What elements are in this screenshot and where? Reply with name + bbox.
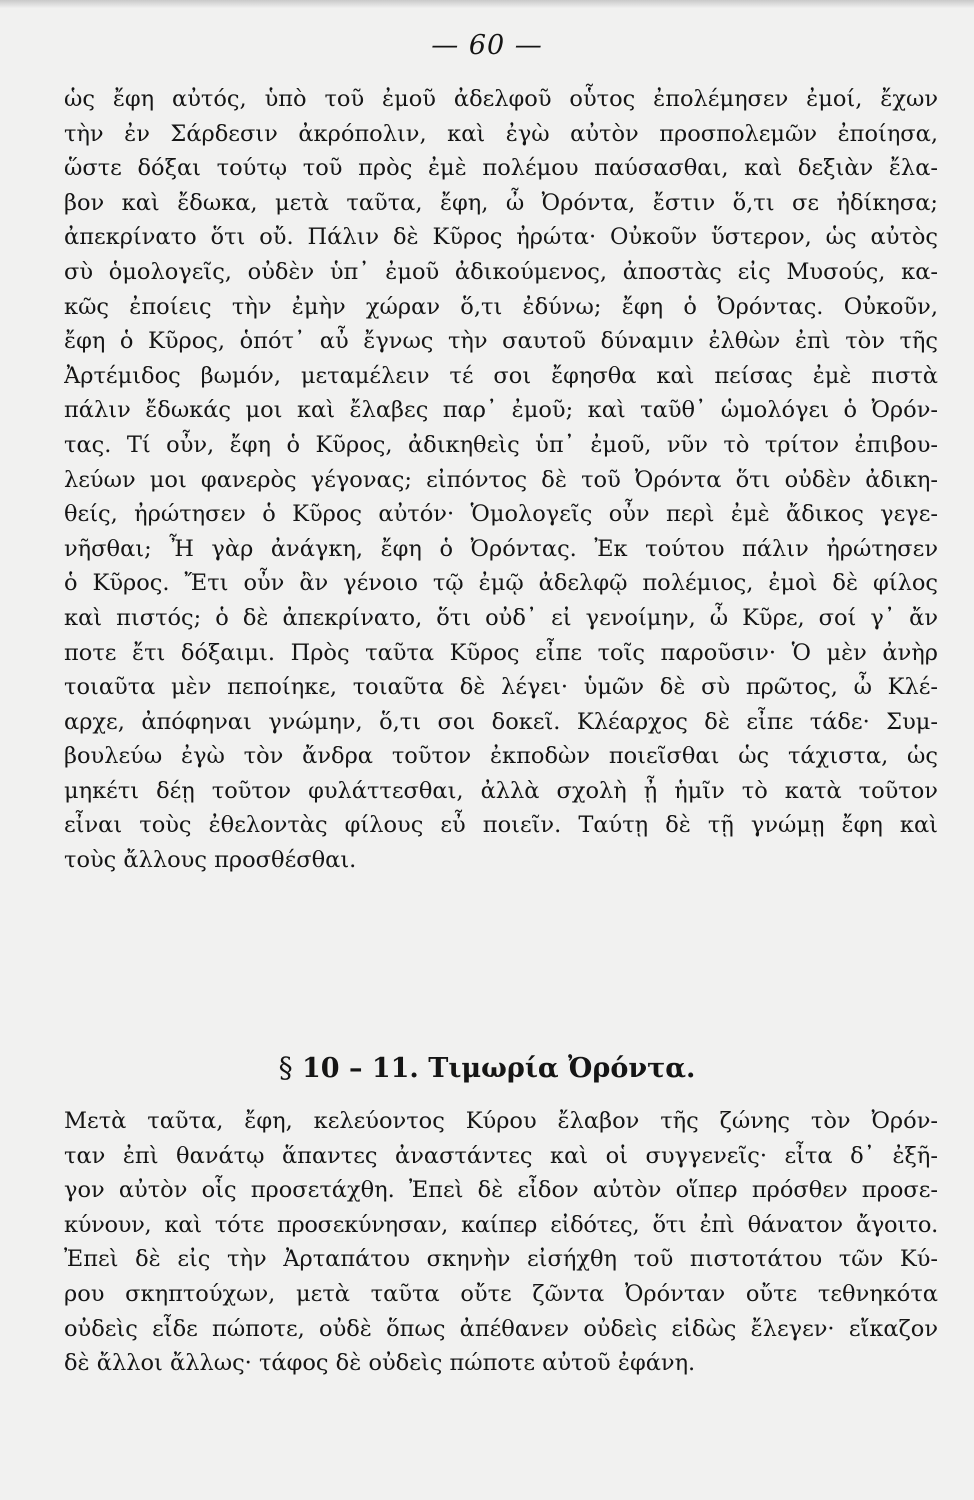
text-line: κῶς ἐποίεις τὴν ἐμὴν χώραν ὅ,τι ἐδύνω; ἔφη ὁ Ὀρόντας. Οὐκοῦν, — [64, 293, 938, 320]
text-line: τοιαῦτα μὲν πεποίηκε, τοιαῦτα δὲ λέγει· ὑμῶν δὲ σὺ πρῶτος, ὦ Κλέ- — [64, 674, 938, 701]
text-line: ταν ἐπὶ θανάτῳ ἅπαντες ἀναστάντες καὶ οἱ συγγενεῖς· εἶτα δ᾽ ἐξῆ- — [64, 1142, 938, 1169]
text-line: Ἐπεὶ δὲ εἰς τὴν Ἀρταπάτου σκηνὴν εἰσήχθη τοῦ πιστοτάτου τῶν Κύ- — [64, 1246, 938, 1273]
text-line: γον αὐτὸν οἷς προσετάχθη. Ἐπεὶ δὲ εἶδον αὐτὸν οἵπερ πρόσθεν προσε- — [64, 1177, 938, 1204]
text-line: κύνουν, καὶ τότε προσεκύνησαν, καίπερ εἰδότες, ὅτι ἐπὶ θάνατον ἄγοιτο. — [64, 1211, 938, 1238]
text-line: οὐδεὶς εἶδε πώποτε, οὐδὲ ὅπως ἀπέθανεν οὐδεὶς εἰδὼς ἔλεγεν· εἴκαζον — [64, 1315, 938, 1342]
text-line: βουλεύω ἐγὼ τὸν ἄνδρα τοῦτον ἐκποδὼν ποιεῖσθαι ὡς τάχιστα, ὡς — [64, 743, 938, 770]
text-line: βον καὶ ἔδωκα, μετὰ ταῦτα, ἔφη, ὦ Ὀρόντα, ἔστιν ὅ,τι σε ἠδίκησα; — [64, 189, 938, 216]
section-title: 10 – 11. Τιμωρία Ὀρόντα. — [301, 1053, 696, 1084]
text-line: ὥστε δόξαι τούτῳ τοῦ πρὸς ἐμὲ πολέμου παύσασθαι, καὶ δεξιὰν ἔλα- — [64, 155, 938, 182]
text-line: τας. Τί οὖν, ἔφη ὁ Κῦρος, ἀδικηθεὶς ὑπ᾽ ἐμοῦ, νῦν τὸ τρίτον ἐπιβου- — [64, 431, 938, 458]
text-line: Μετὰ ταῦτα, ἔφη, κελεύοντος Κύρου ἔλαβον τῆς ζώνης τὸν Ὀρόν- — [64, 1108, 938, 1134]
text-line: εἶναι τοὺς ἐθελοντὰς φίλους εὖ ποιεῖν. Ταύτῃ δὲ τῇ γνώμῃ ἔφη καὶ — [64, 812, 938, 839]
text-line: πάλιν ἔδωκάς μοι καὶ ἔλαβες παρ᾽ ἐμοῦ; καὶ ταῦθ᾽ ὡμολόγει ὁ Ὀρόν- — [64, 397, 938, 424]
text-line: τοὺς ἄλλους προσθέσθαι. — [64, 847, 357, 874]
text-line: ἀπεκρίνατο ὅτι οὔ. Πάλιν δὲ Κῦρος ἠρώτα· Οὐκοῦν ὕστερον, ὡς αὐτὸς — [64, 224, 938, 251]
page-top-edge — [0, 0, 974, 8]
section-heading — [0, 1050, 974, 1087]
section-mark: § — [278, 1051, 293, 1084]
text-line: ρου σκηπτούχων, μετὰ ταῦτα οὔτε ζῶντα Ὀρόνταν οὔτε τεθνηκότα — [64, 1280, 938, 1307]
text-line: δὲ ἄλλοι ἄλλως· τάφος δὲ οὐδεὶς πώποτε αὐτοῦ ἐφάνη. — [64, 1350, 696, 1377]
page-number: — 60 — — [431, 30, 543, 61]
text-line: αρχε, ἀπόφηναι γνώμην, ὅ,τι σοι δοκεῖ. Κλέαρχος δὲ εἶπε τάδε· Συμ- — [64, 708, 938, 735]
text-line: ἔφη ὁ Κῦρος, ὁπότ᾽ αὖ ἔγνως τὴν σαυτοῦ δύναμιν ἐλθὼν ἐπὶ τὸν τῆς — [64, 328, 938, 355]
text-line: ποτε ἔτι δόξαιμι. Πρὸς ταῦτα Κῦρος εἶπε τοῖς παροῦσιν· Ὁ μὲν ἀνὴρ — [64, 639, 938, 666]
text-line: σὺ ὁμολογεῖς, οὐδὲν ὑπ᾽ ἐμοῦ ἀδικούμενος, ἀποστὰς εἰς Μυσούς, κα- — [64, 258, 938, 285]
text-line: τὴν ἐν Σάρδεσιν ἀκρόπολιν, καὶ ἐγὼ αὐτὸν προσπολεμῶν ἐποίησα, — [64, 120, 938, 147]
text-line: καὶ πιστός; ὁ δὲ ἀπεκρίνατο, ὅτι οὐδ᾽ εἰ γενοίμην, ὦ Κῦρε, σοί γ᾽ ἄν — [64, 604, 938, 631]
text-line: ὁ Κῦρος. Ἔτι οὖν ἂν γένοιο τῷ ἐμῷ ἀδελφῷ πολέμιος, ἐμοὶ δὲ φίλος — [64, 570, 938, 597]
text-line: λεύων μοι φανερὸς γέγονας; εἰπόντος δὲ τοῦ Ὀρόντα ὅτι οὐδὲν ἀδικη- — [64, 466, 938, 493]
text-line: θείς, ἠρώτησεν ὁ Κῦρος αὐτόν· Ὁμολογεῖς οὖν περὶ ἐμὲ ἄδικος γεγε- — [64, 501, 938, 528]
paragraph-2 — [64, 1104, 938, 1381]
text-line: νῆσθαι; Ἦ γὰρ ἀνάγκη, ἔφη ὁ Ὀρόντας. Ἐκ τούτου πάλιν ἠρώτησεν — [64, 535, 938, 562]
text-line: ὡς ἔφη αὐτός, ὑπὸ τοῦ ἐμοῦ ἀδελφοῦ οὗτος ἐπολέμησεν ἐμοί, ἔχων — [64, 86, 938, 112]
paragraph-1 — [64, 82, 938, 878]
text-line: Ἀρτέμιδος βωμόν, μεταμέλειν τέ σοι ἔφησθα καὶ πείσας ἐμὲ πιστὰ — [64, 362, 938, 389]
text-line: μηκέτι δέῃ τοῦτον φυλάττεσθαι, ἀλλὰ σχολὴ ᾖ ἡμῖν τὸ κατὰ τοῦτον — [64, 777, 938, 804]
